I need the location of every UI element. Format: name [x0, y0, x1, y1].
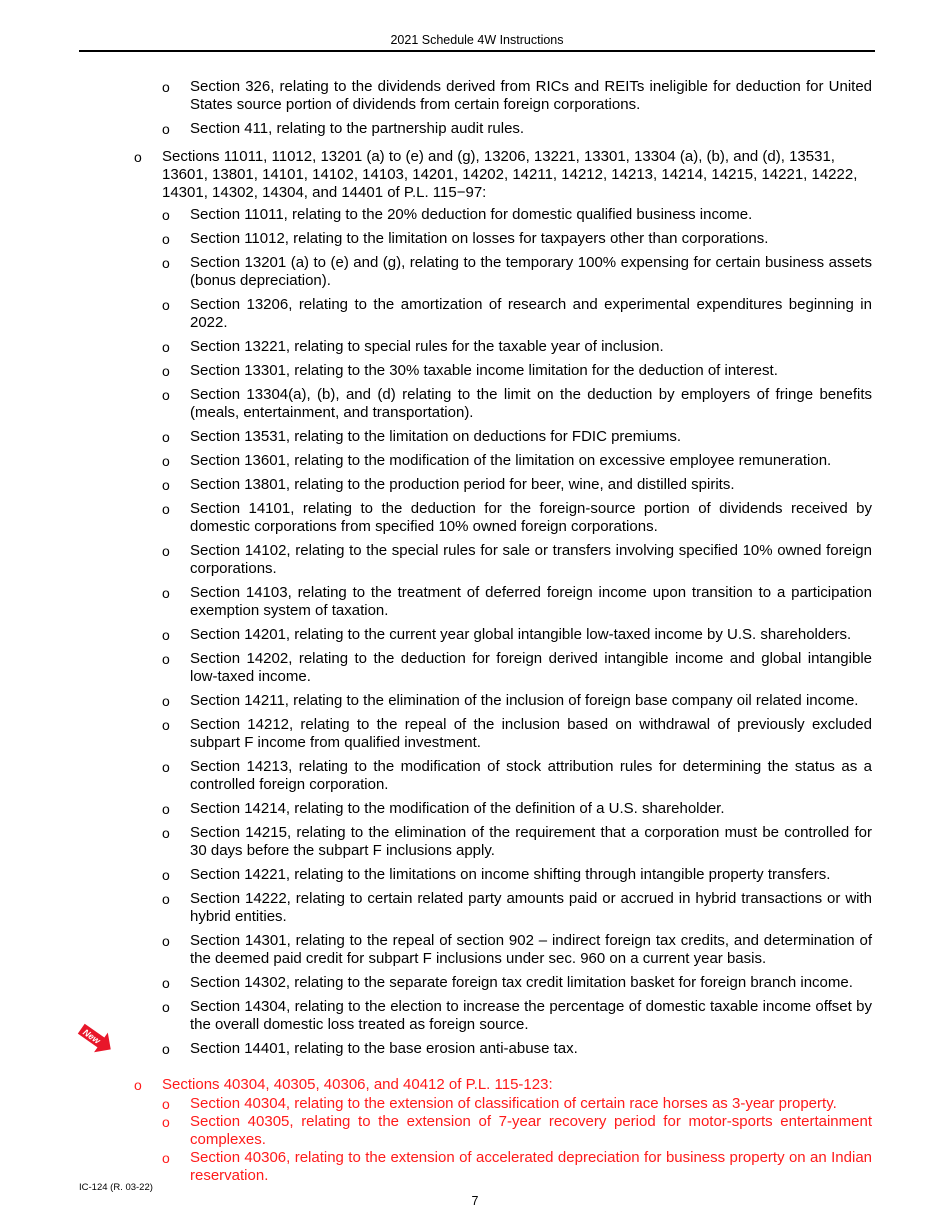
list-item — [162, 296, 872, 332]
section-group-heading — [134, 148, 872, 202]
bullet-icon: o — [162, 825, 170, 841]
list-item — [162, 932, 872, 968]
bullet-icon: o — [162, 717, 170, 733]
list-item-text: Section 14103, relating to the treatment of deferred foreign income upon transition to a participation exemption system of taxation. — [190, 584, 872, 619]
list-item — [162, 974, 872, 992]
page-header: 2021 Schedule 4W Instructions — [390, 33, 564, 47]
list-item-text: Section 13301, relating to the 30% taxable income limitation for the deduction of interest. — [190, 362, 778, 379]
list-item-text: Section 40305, relating to the extension of 7-year recovery period for motor-sports entertainment complexes. — [190, 1113, 872, 1148]
list-item-text: Section 14215, relating to the elimination of the requirement that a corporation must be controlled for 30 days before the subpart F inclusions apply. — [190, 824, 872, 859]
list-item — [162, 476, 872, 494]
bullet-icon: o — [162, 999, 170, 1015]
bullet-icon: o — [162, 693, 170, 709]
list-item — [162, 230, 872, 248]
list-item — [162, 1040, 872, 1058]
bullet-icon: o — [162, 585, 170, 601]
bullet-icon: o — [162, 79, 170, 95]
bullet-icon: o — [162, 651, 170, 667]
bullet-icon: o — [134, 1077, 142, 1093]
list-item — [162, 120, 872, 138]
bullet-icon: o — [162, 501, 170, 517]
list-item — [162, 78, 872, 114]
list-item-text: Section 14222, relating to certain related party amounts paid or accrued in hybrid transactions or with hybrid entities. — [190, 890, 872, 925]
bullet-icon: o — [162, 1150, 170, 1166]
list-item-text: Section 14202, relating to the deduction for foreign derived intangible income and global intangible low-taxed income. — [190, 650, 872, 685]
page-number: 7 — [471, 1194, 479, 1208]
list-item — [162, 1149, 872, 1185]
list-item-text: Section 14221, relating to the limitations on income shifting through intangible property transfers. — [190, 866, 831, 883]
bullet-icon: o — [162, 1041, 170, 1057]
list-item-text: Section 14301, relating to the repeal of section 902 – indirect foreign tax credits, and determination of the deemed paid credit for subpart F inclusions under sec. 960 on a current year basis. — [190, 932, 872, 967]
bullet-icon: o — [162, 255, 170, 271]
list-item-text: Section 326, relating to the dividends derived from RICs and REITs ineligible for deduction for United States source portion of dividends from certain foreign corporations. — [190, 78, 872, 113]
bullet-icon: o — [162, 363, 170, 379]
list-item-text: Section 13601, relating to the modification of the limitation on excessive employee remuneration. — [190, 452, 832, 469]
list-item-text: Section 11011, relating to the 20% deduction for domestic qualified business income. — [190, 206, 753, 223]
bullet-icon: o — [162, 387, 170, 403]
form-id: IC-124 (R. 03-22) — [79, 1182, 153, 1193]
bullet-icon: o — [162, 429, 170, 445]
header-divider — [79, 50, 875, 52]
list-a — [0, 78, 950, 138]
list-item — [162, 716, 872, 752]
bullet-icon: o — [162, 933, 170, 949]
list-item-text: Section 13304(a), (b), and (d) relating to the limit on the deduction by employers of fringe benefits (meals, entertainment, and transportation). — [190, 386, 872, 421]
bullet-icon: o — [162, 297, 170, 313]
bullet-icon: o — [162, 121, 170, 137]
section-group-heading — [134, 1076, 872, 1094]
list-item — [162, 824, 872, 860]
bullet-icon: o — [162, 231, 170, 247]
list-item-text: Section 14302, relating to the separate foreign tax credit limitation basket for foreign branch income. — [190, 974, 853, 991]
bullet-icon: o — [134, 149, 142, 165]
list-item-text: Section 411, relating to the partnership audit rules. — [190, 120, 525, 137]
list-item — [162, 452, 872, 470]
bullet-icon: o — [162, 801, 170, 817]
list-item — [162, 1113, 872, 1149]
list-item — [162, 692, 872, 710]
list-item-text: Section 14101, relating to the deduction for the foreign-source portion of dividends received by domestic corporations from specified 10% owned foreign corporations. — [190, 500, 872, 535]
list-item-text: Section 14401, relating to the base erosion anti-abuse tax. — [190, 1040, 578, 1057]
list-item — [162, 338, 872, 356]
bullet-icon: o — [162, 975, 170, 991]
list-item — [162, 428, 872, 446]
list-item-text: Section 13206, relating to the amortization of research and experimental expenditures beginning in 2022. — [190, 296, 872, 331]
section-group-pl-115-123 — [0, 1076, 950, 1185]
list-item — [162, 362, 872, 380]
list-item — [162, 650, 872, 686]
bullet-icon: o — [162, 543, 170, 559]
section-group-pl-115-97 — [0, 148, 950, 1058]
list-item-text: Section 14201, relating to the current year global intangible low-taxed income by U.S. shareholders. — [190, 626, 852, 643]
bullet-icon: o — [162, 477, 170, 493]
list-item-text: Section 14213, relating to the modification of stock attribution rules for determining the status as a controlled foreign corporation. — [190, 758, 872, 793]
list-item-text: Section 11012, relating to the limitation on losses for taxpayers other than corporations. — [190, 230, 769, 247]
list-item — [162, 890, 872, 926]
list-item-text: Section 13201 (a) to (e) and (g), relating to the temporary 100% expensing for certain business assets (bonus depreciation). — [190, 254, 872, 289]
group-b-items — [0, 206, 950, 1058]
list-item — [162, 206, 872, 224]
bullet-icon: o — [162, 207, 170, 223]
list-item — [162, 500, 872, 536]
new-badge-label: New — [81, 1027, 103, 1046]
list-item — [162, 866, 872, 884]
list-item-text: Section 14304, relating to the election to increase the percentage of domestic taxable income offset by the overall domestic loss treated as foreign source. — [190, 998, 872, 1033]
list-item — [162, 800, 872, 818]
bullet-icon: o — [162, 891, 170, 907]
document-body — [0, 78, 950, 1185]
list-item — [162, 254, 872, 290]
list-item — [162, 998, 872, 1034]
list-item — [162, 626, 872, 644]
list-item-text: Section 40306, relating to the extension of accelerated depreciation for business property on an Indian reservation. — [190, 1149, 872, 1184]
list-item-text: Section 13221, relating to special rules for the taxable year of inclusion. — [190, 338, 664, 355]
bullet-icon: o — [162, 339, 170, 355]
group-heading-text: Sections 40304, 40305, 40306, and 40412 of P.L. 115-123: — [162, 1076, 553, 1093]
bullet-icon: o — [162, 1114, 170, 1130]
new-badge-icon — [76, 1022, 116, 1056]
list-item — [162, 584, 872, 620]
list-item-text: Section 14102, relating to the special rules for sale or transfers involving specified 10% owned foreign corporations. — [190, 542, 872, 577]
bullet-icon: o — [162, 867, 170, 883]
list-item-text: Section 40304, relating to the extension of classification of certain race horses as 3-year property. — [190, 1095, 837, 1112]
list-item-text: Section 14214, relating to the modification of the definition of a U.S. shareholder. — [190, 800, 725, 817]
list-item — [162, 386, 872, 422]
list-item — [162, 542, 872, 578]
list-item — [162, 1095, 872, 1113]
bullet-icon: o — [162, 1096, 170, 1112]
bullet-icon: o — [162, 759, 170, 775]
list-item-text: Section 14211, relating to the elimination of the inclusion of foreign base company oil related income. — [190, 692, 859, 709]
list-item-text: Section 13531, relating to the limitation on deductions for FDIC premiums. — [190, 428, 682, 445]
list-item — [162, 758, 872, 794]
bullet-icon: o — [162, 627, 170, 643]
list-item-text: Section 14212, relating to the repeal of the inclusion based on withdrawal of previously excluded subpart F income from qualified investment. — [190, 716, 872, 751]
list-item-text: Section 13801, relating to the production period for beer, wine, and distilled spirits. — [190, 476, 735, 493]
bullet-icon: o — [162, 453, 170, 469]
group-heading-text: Sections 11011, 11012, 13201 (a) to (e) and (g), 13206, 13221, 13301, 13304 (a), (b), and (d), 13531, 13601, 13801, 14101, 14102, 14103, 14201, 14202, 14211, 14212, 14213, 14214, 14215, 14221, 14222, 14301, 14302, 14304, and 14401 of P.L. 115−97: — [162, 148, 858, 201]
